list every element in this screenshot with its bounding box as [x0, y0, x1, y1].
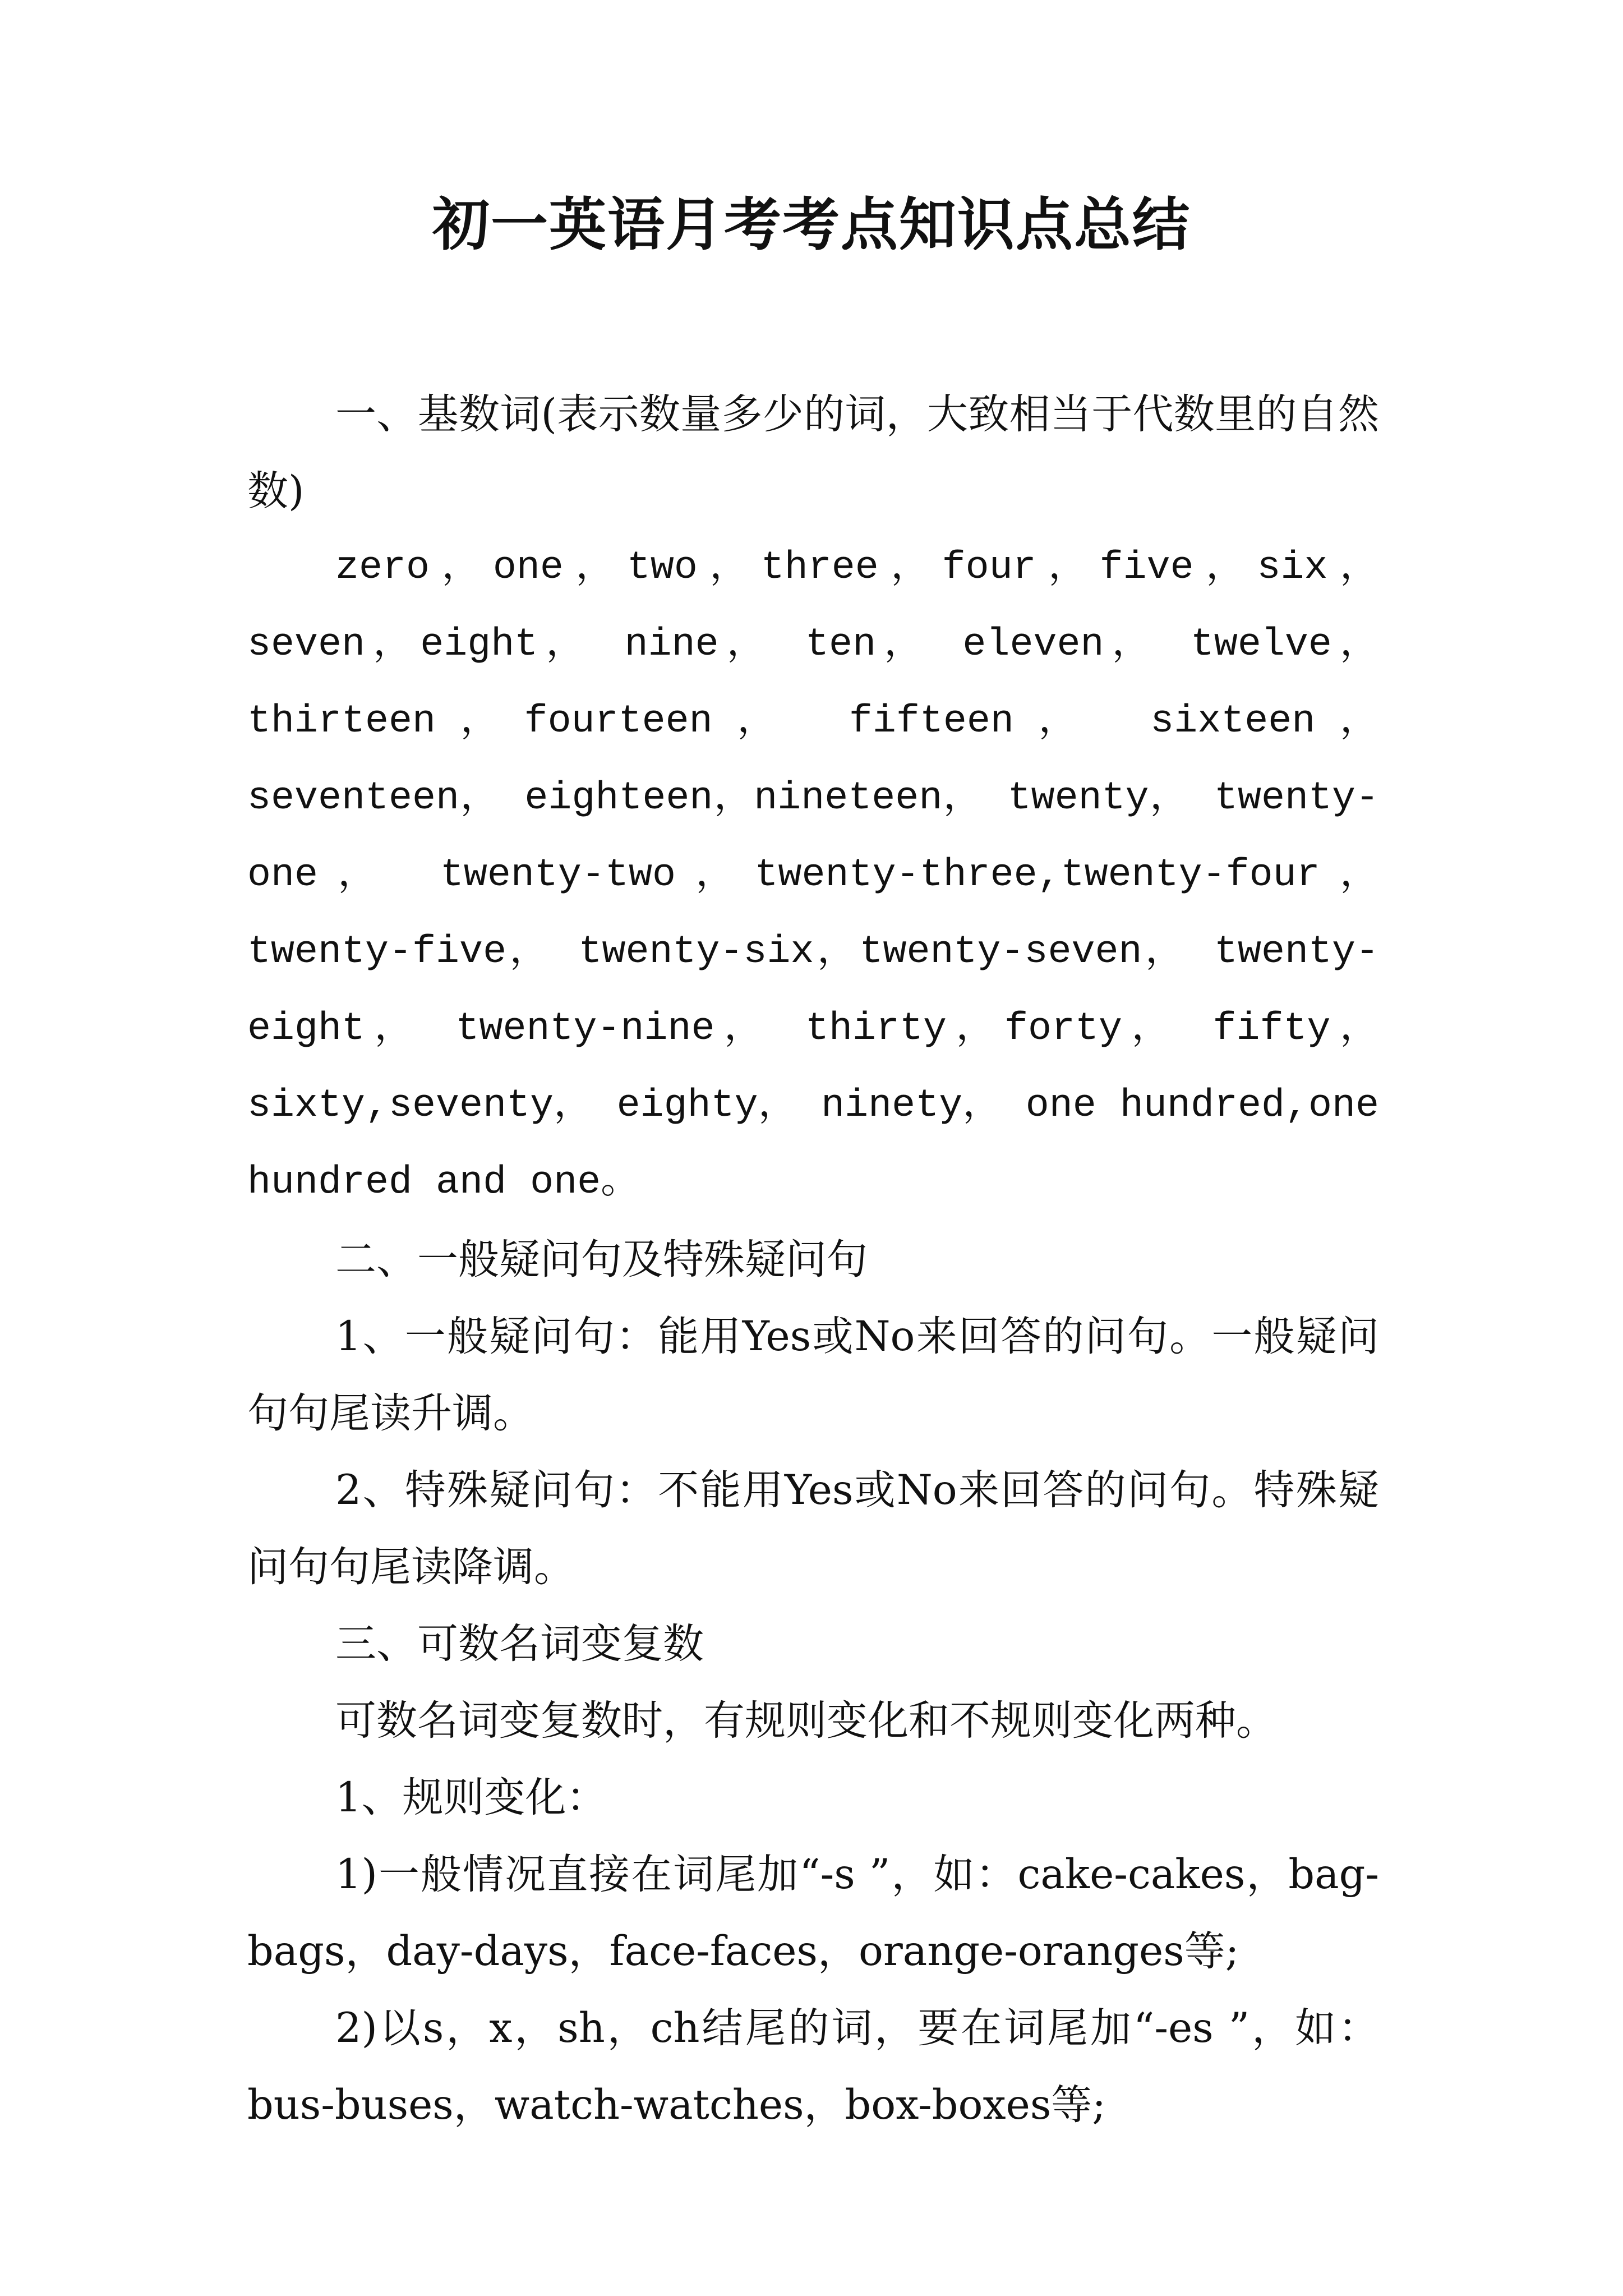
paragraph-regular-change: 1、规则变化：	[335, 1774, 607, 1821]
paragraph-general-question: 1、一般疑问句：能用Yes或No来回答的问句。一般疑问句句尾读升调。	[247, 1313, 1379, 1437]
paragraph-rule-1: 1)一般情况直接在词尾加“-s ”，如：cake-cakes，bag-bags，day-days，face-faces，orange-oranges等;	[247, 1851, 1379, 1975]
paragraph-special-question: 2、特殊疑问句：不能用Yes或No来回答的问句。特殊疑问句句尾读降调。	[247, 1466, 1379, 1591]
paragraph-questions-heading: 二、一般疑问句及特殊疑问句	[335, 1236, 868, 1283]
paragraph-rule-2: 2)以s，x，sh，ch结尾的词，要在词尾加“-es ”，如：bus-buses，watch-watches，box-boxes等;	[247, 2004, 1379, 2129]
document-body	[247, 376, 1379, 2143]
page-title: 初一英语月考考点知识点总结	[432, 191, 1191, 259]
paragraph-plural-heading: 三、可数名词变复数	[335, 1620, 704, 1668]
paragraph-plural-intro: 可数名词变复数时，有规则变化和不规则变化两种。	[335, 1697, 1277, 1745]
paragraph-number-list: zero，one，two，three，four，five，six，seven，eight， nine， ten， eleven， twelve， thirteen，fourteen， fifteen， sixteen， seventeen， eighteen，nineteen， twenty， twenty-one， twenty-two，twenty-three,twenty-four， twenty-five， twenty-six，twenty-seven， twenty-eight， twenty-nine， thirty，forty， fifty， sixty,seventy， eighty， ninety， one hundred,one hundred and one。	[247, 546, 1379, 1205]
paragraph-cardinal-heading: 一、基数词(表示数量多少的词，大致相当于代数里的自然数)	[247, 390, 1379, 515]
